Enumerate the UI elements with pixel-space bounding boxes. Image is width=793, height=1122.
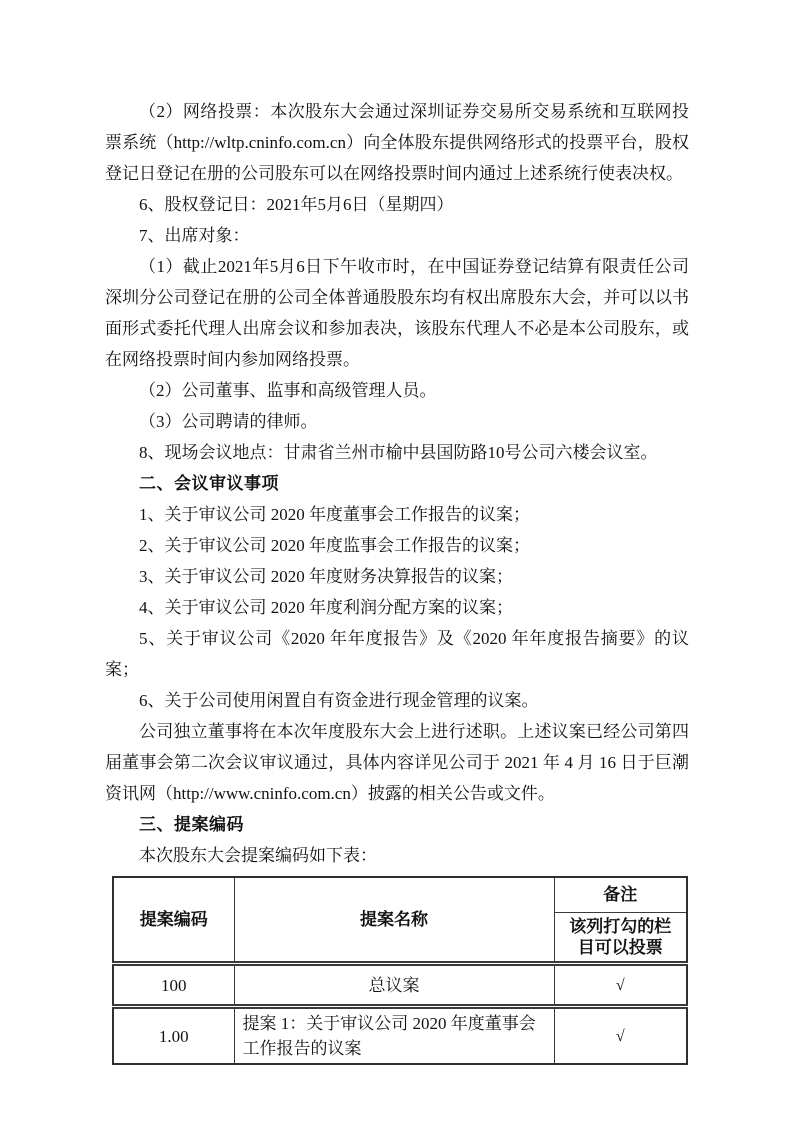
cell-code-total: 100 xyxy=(113,964,234,1007)
paragraph-proposal-6: 6、关于公司使用闲置自有资金进行现金管理的议案。 xyxy=(139,691,539,710)
table-header-proposal-name: 提案名称 xyxy=(234,877,554,964)
paragraph-proposal-4: 4、关于审议公司 2020 年度利润分配方案的议案； xyxy=(139,598,513,617)
paragraph-attendees-shareholders: （1）截止2021年5月6日下午收市时，在中国证券登记结算有限责任公司深圳分公司登记在册的公司全体普通股股东均有权出席股东大会，并可以以书面形式委托代理人出席会议和参加表决，该股东代理人不必是本公司股东，或在网络投票时间内参加网络投票。 xyxy=(105,257,689,369)
table-header-remark-sub: 该列打勾的栏目可以投票 xyxy=(554,913,687,964)
paragraph-attendees-lawyers: （3）公司聘请的律师。 xyxy=(139,412,318,431)
paragraph-attendees-label: 7、出席对象： xyxy=(139,226,250,245)
paragraph-record-date: 6、股权登记日：2021年5月6日（星期四） xyxy=(139,195,454,214)
cell-remark-proposal-1: √ xyxy=(554,1007,687,1065)
table-header-remark: 备注 xyxy=(554,877,687,913)
paragraph-proposal-5: 5、关于审议公司《2020 年年度报告》及《2020 年年度报告摘要》的议案； xyxy=(105,629,689,679)
paragraph-attendees-directors: （2）公司董事、监事和高级管理人员。 xyxy=(139,381,437,400)
table-row-total xyxy=(113,964,687,1007)
paragraph-proposal-3: 3、关于审议公司 2020 年度财务决算报告的议案； xyxy=(139,567,513,586)
paragraph-meeting-venue: 8、现场会议地点：甘肃省兰州市榆中县国防路10号公司六楼会议室。 xyxy=(139,443,658,462)
cell-remark-total: √ xyxy=(554,964,687,1007)
paragraph-independent-directors: 公司独立董事将在本次年度股东大会上进行述职。上述议案已经公司第四届董事会第二次会议审议通过，具体内容详见公司于 2021 年 4 月 16 日于巨潮资讯网（http://www.cninfo.com.cn）披露的相关公告或文件。 xyxy=(105,722,689,803)
cell-name-total: 总议案 xyxy=(234,964,554,1007)
paragraph-network-voting: （2）网络投票：本次股东大会通过深圳证券交易所交易系统和互联网投票系统（http://wltp.cninfo.com.cn）向全体股东提供网络形式的投票平台，股权登记日登记在册的公司股东可以在网络投票时间内通过上述系统行使表决权。 xyxy=(105,102,689,183)
section-heading-matters: 二、会议审议事项 xyxy=(139,474,279,493)
paragraph-proposal-2: 2、关于审议公司 2020 年度监事会工作报告的议案； xyxy=(139,536,530,555)
section-heading-proposal-codes: 三、提案编码 xyxy=(139,815,244,834)
table-header-proposal-code: 提案编码 xyxy=(113,877,234,964)
paragraph-proposal-1: 1、关于审议公司 2020 年度董事会工作报告的议案； xyxy=(139,505,530,524)
page-body xyxy=(105,96,689,1065)
cell-code-proposal-1: 1.00 xyxy=(113,1007,234,1065)
paragraph-table-intro: 本次股东大会提案编码如下表： xyxy=(139,846,377,865)
cell-name-proposal-1: 提案 1：关于审议公司 2020 年度董事会工作报告的议案 xyxy=(234,1007,554,1065)
proposal-code-table xyxy=(112,876,688,1065)
table-row-proposal-1 xyxy=(113,1007,687,1065)
